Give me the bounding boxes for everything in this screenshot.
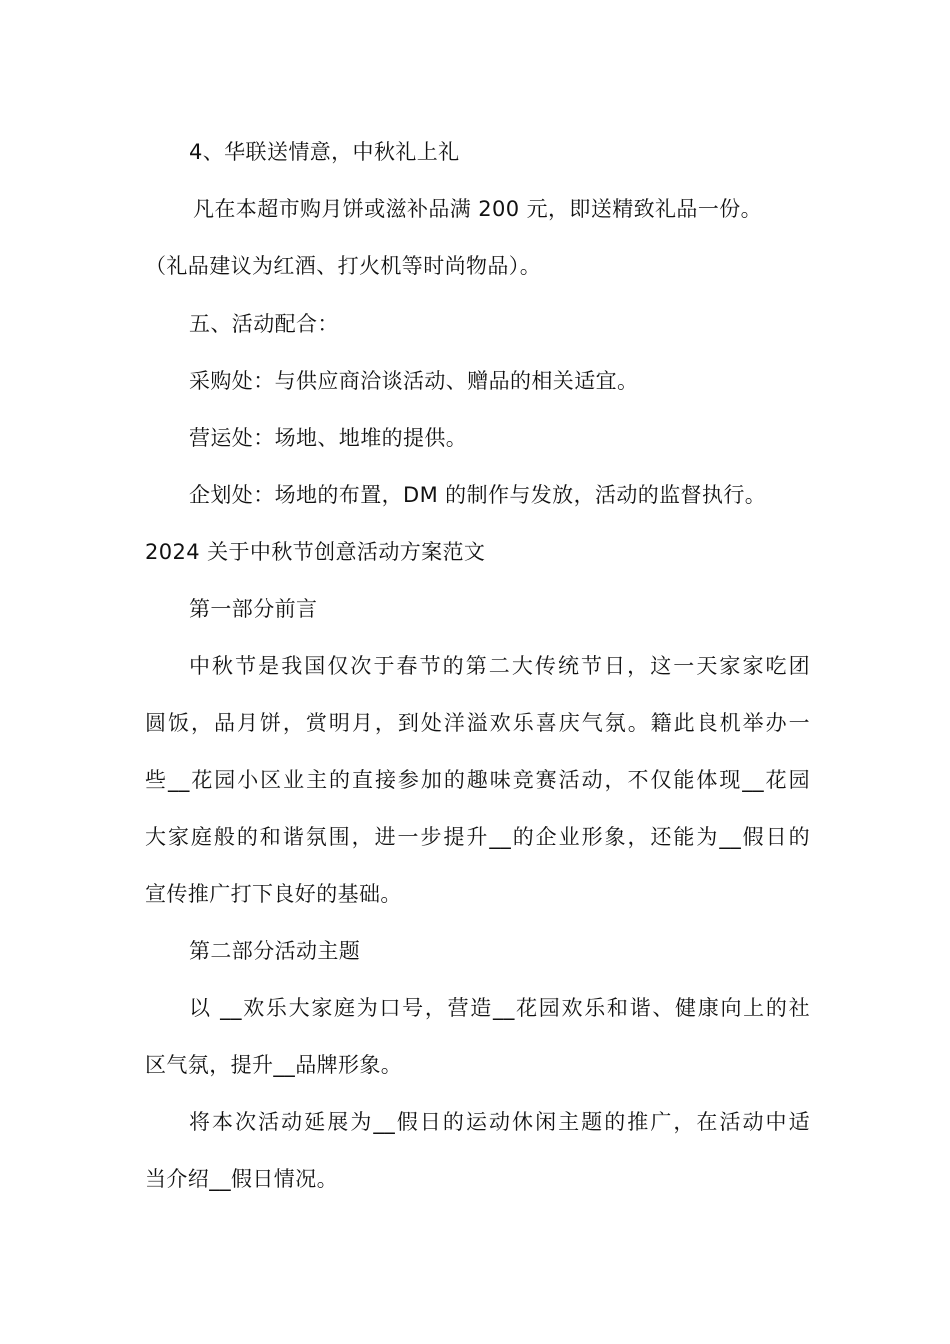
section-title: 2024 关于中秋节创意活动方案范文 bbox=[145, 540, 486, 564]
section-heading: 第二部分活动主题 bbox=[189, 939, 361, 963]
text-line: 宣传推广打下良好的基础。 bbox=[145, 882, 402, 906]
text-line: （礼品建议为红酒、打火机等时尚物品）。 bbox=[145, 254, 542, 278]
text-line: 凡在本超市购月饼或滋补品满 200 元，即送精致礼品一份。 bbox=[193, 197, 763, 221]
text-line: 五、活动配合： bbox=[189, 312, 339, 336]
text-line: 区气氛，提升__品牌形象。 bbox=[145, 1053, 403, 1077]
text-line: 中秋节是我国仅次于春节的第二大传统节日，这一天家家吃团 bbox=[189, 654, 810, 678]
text-line: 大家庭般的和谐氛围，进一步提升__的企业形象，还能为__假日的 bbox=[145, 825, 810, 849]
text-line: 些__花园小区业主的直接参加的趣味竞赛活动，不仅能体现__花园 bbox=[145, 768, 810, 792]
text-line: 采购处：与供应商洽谈活动、赠品的相关适宜。 bbox=[189, 369, 639, 393]
text-line: 以 __欢乐大家庭为口号，营造__花园欢乐和谐、健康向上的社 bbox=[189, 996, 810, 1020]
section-heading: 第一部分前言 bbox=[189, 597, 318, 621]
text-line: 营运处：场地、地堆的提供。 bbox=[189, 426, 468, 450]
text-line: 当介绍__假日情况。 bbox=[145, 1167, 338, 1191]
text-line: 将本次活动延展为__假日的运动休闲主题的推广，在活动中适 bbox=[189, 1110, 810, 1134]
text-line: 圆饭，品月饼，赏明月，到处洋溢欢乐喜庆气氛。籍此良机举办一 bbox=[145, 711, 810, 735]
text-line: 4、华联送情意，中秋礼上礼 bbox=[189, 140, 460, 164]
text-line: 企划处：场地的布置，DM 的制作与发放，活动的监督执行。 bbox=[189, 483, 767, 507]
